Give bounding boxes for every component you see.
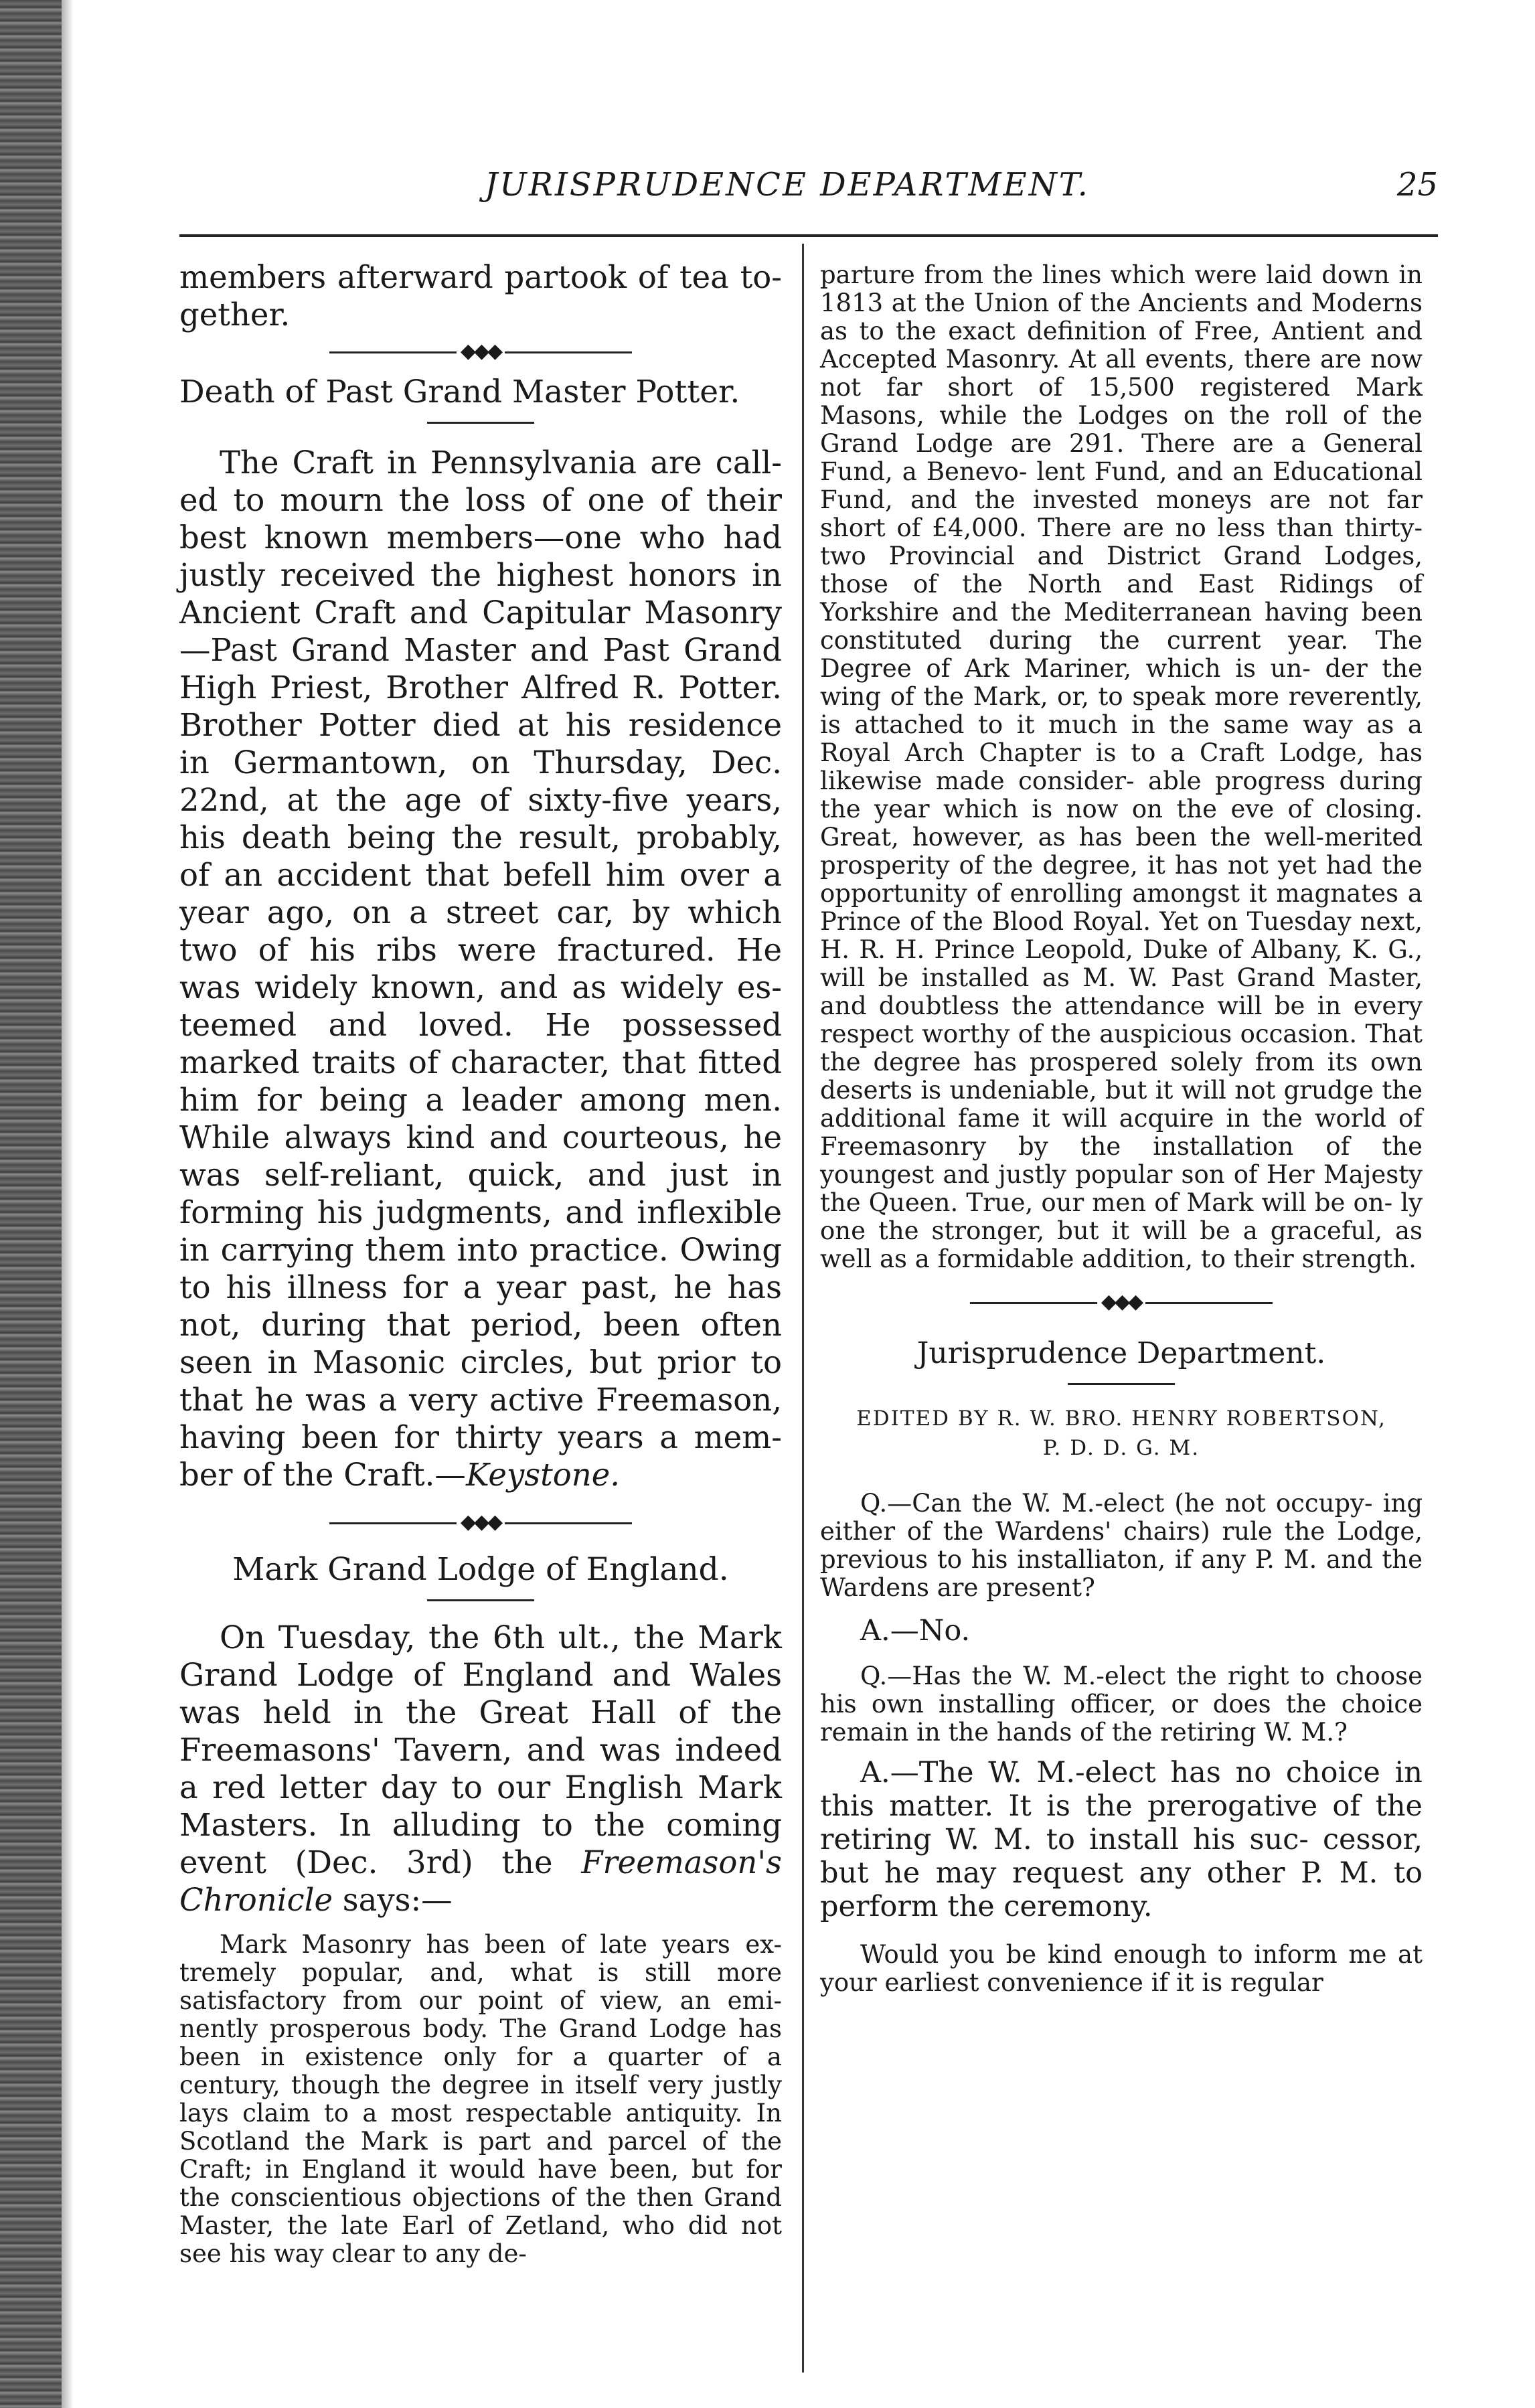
potter-source: Keystone.	[465, 1457, 621, 1493]
potter-body: The Craft in Pennsylvania are call- ed to mourn the loss of one of their best known members—one who had justly received the highest honors in Ancient Craft and Capitular Masonry —Past Grand Master and Past Grand High Priest, Brother Alfred R. Potter. Brother Potter died at his residence in Germantown, on Thursday, Dec. 22nd, at the age of sixty-five years, his death being the result, probably, of an accident that befell him over a year ago, on a street car, by which two of his ribs were fractured. He was widely known, and as widely es- teemed and loved. He possessed marked traits of character, that fitted him for being a leader among men. While always kind and courteous, he was self-reliant, quick, and just in forming his judgments, and inflexible in carrying them into practice. Owing to his illness for a year past, he has not, during that period, been often seen in Masonic circles, but prior to that he was a very active Freemason, having been for thirty years a mem- ber of the Craft.—	[179, 445, 782, 1493]
mark-heading: Mark Grand Lodge of England.	[232, 1551, 729, 1588]
section-ornament: ◆◆◆	[820, 1291, 1423, 1313]
jurisprudence-heading: Jurisprudence Department.	[916, 1336, 1326, 1370]
potter-heading: Death of Past Grand Master Potter.	[179, 374, 740, 410]
header-rule	[179, 234, 1438, 237]
answer-1: A.—No.	[860, 1614, 971, 1648]
heading-rule	[427, 1599, 534, 1601]
left-column	[179, 254, 782, 2268]
right-column	[820, 254, 1423, 1997]
mark-intro-end: says:—	[333, 1882, 453, 1918]
mark-intro-source: Freemason's Chronicle	[179, 1844, 782, 1918]
section-ornament: ◆◆◆	[179, 340, 782, 363]
mark-intro	[179, 1619, 782, 1919]
question-2: Q.—Has the W. M.-elect the right to choose his own installing officer, or does the choice remain in the hands of the retiring W. M.?	[820, 1662, 1423, 1747]
section-ornament: ◆◆◆	[179, 1511, 782, 1534]
binding-edge	[0, 0, 62, 2408]
mark-intro-text: On Tuesday, the 6th ult., the Mark Grand Lodge of England and Wales was held in the Great Hall of the Freemasons' Tavern, and was indeed a red letter day to our English Mark Masters. In alluding to the coming event (Dec. 3rd) the	[179, 1619, 782, 1880]
mark-quote: Mark Masonry has been of late years ex- tremely popular, and, what is still more satisfactory from our point of view, an emi- nently prosperous body. The Grand Lodge has been in existence only for a quarter of a century, though the degree in itself very justly lays claim to a most respectable antiquity. In Scotland the Mark is part and parcel of the Craft; in England it would have been, but for the conscientious objections of the then Grand Master, the late Earl of Zetland, who did not see his way clear to any de-	[179, 1930, 782, 2268]
potter-article	[179, 444, 782, 1494]
question-1: Q.—Can the W. M.-elect (he not occupy- ing either of the Wardens' chairs) rule the Lodge, previous to his installiaton, if any P. M. and the Wardens are present?	[820, 1489, 1423, 1602]
heading-rule	[1068, 1383, 1175, 1385]
page-number: 25	[1396, 166, 1438, 204]
heading-rule	[427, 422, 534, 424]
column-divider	[802, 244, 804, 2373]
page-header	[179, 166, 1438, 220]
opening-text: members afterward partook of tea to- gether.	[179, 259, 782, 333]
editor-byline: EDITED BY R. W. BRO. HENRY ROBERTSON,	[856, 1407, 1386, 1431]
running-title: JURISPRUDENCE DEPARTMENT.	[485, 166, 1090, 204]
closing-letter: Would you be kind enough to inform me at your earliest convenience if it is regular	[820, 1940, 1423, 1997]
mark-quote-continuation: parture from the lines which were laid down in 1813 at the Union of the Ancients and Moderns as to the exact definition of Free, Antient and Accepted Masonry. At all events, there are now not far short of 15,500 registered Mark Masons, while the Lodges on the roll of the Grand Lodge are 291. There are a General Fund, a Benevo- lent Fund, and an Educational Fund, and the invested moneys are not far short of £4,000. There are no less than thirty-two Provincial and District Grand Lodges, those of the North and East Ridings of Yorkshire and the Mediterranean having been constituted during the current year. The Degree of Ark Mariner, which is un- der the wing of the Mark, or, to speak more reverently, is attached to it much in the same way as a Royal Arch Chapter is to a Craft Lodge, has likewise made consider- able progress during the year which is now on the eve of closing. Great, however, as has been the well-merited prosperity of the degree, it has not yet had the opportunity of enrolling amongst it magnates a Prince of the Blood Royal. Yet on Tuesday next, H. R. H. Prince Leopold, Duke of Albany, K. G., will be installed as M. W. Past Grand Master, and doubtless the attendance will be in every respect worthy of the auspicious occasion. That the degree has prospered solely from its own deserts is undeniable, but it will not grudge the additional fame it will acquire in the world of Freemasonry by the installation of the youngest and justly popular son of Her Majesty the Queen. True, our men of Mark will be on- ly one the stronger, but it will be a graceful, as well as a formidable addition, to their strength.	[820, 260, 1423, 1273]
answer-2: A.—The W. M.-elect has no choice in this matter. It is the prerogative of the retiring W. M. to install his suc- cessor, but he may request any other P. M. to perform the ceremony.	[820, 1756, 1423, 1923]
editor-title: P. D. D. G. M.	[1042, 1436, 1200, 1460]
